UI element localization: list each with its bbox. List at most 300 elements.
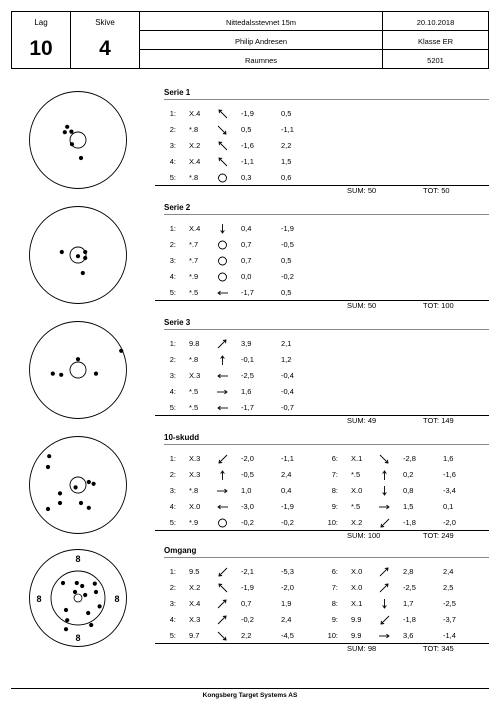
shot-direction: [217, 518, 228, 528]
shot-row: [164, 124, 314, 136]
shooter-class: Klasse ER: [417, 37, 453, 46]
shot-mark: [86, 611, 90, 615]
arrow-up-left-icon: [217, 583, 228, 593]
shot-number: 4:: [169, 157, 176, 166]
shot-x: -2,1: [241, 567, 254, 576]
series-total: TOT: 100: [423, 301, 454, 310]
shot-number: 9:: [331, 502, 338, 511]
shot-value: X.4: [189, 599, 201, 608]
shot-row: [326, 469, 476, 481]
shot-row: [164, 271, 314, 283]
shot-value: X.1: [351, 599, 363, 608]
shot-value: X.2: [189, 141, 201, 150]
shot-value: *.8: [189, 125, 199, 134]
shot-row: [164, 469, 314, 481]
arrow-down-left-icon: [217, 454, 228, 464]
shot-x: -0,1: [241, 355, 254, 364]
shot-number: 6:: [331, 567, 338, 576]
shot-row: [326, 485, 476, 497]
section-title: 10-skudd: [164, 433, 200, 442]
lag-label: Lag: [34, 18, 48, 28]
shot-x: 0,0: [241, 272, 252, 281]
shot-y: -3,7: [443, 615, 456, 624]
section-title: Omgang: [164, 546, 197, 555]
shot-number: 10:: [327, 518, 338, 527]
shot-direction: [217, 355, 228, 365]
series-total: TOT: 345: [423, 644, 454, 653]
shot-x: -2,5: [403, 583, 416, 592]
shot-y: -2,5: [443, 599, 456, 608]
shot-number: 2:: [169, 355, 176, 364]
shot-value: X.3: [189, 470, 201, 479]
shot-mark: [92, 482, 96, 486]
shot-direction: [217, 109, 228, 119]
shot-mark: [64, 627, 68, 631]
shot-value: 9.9: [351, 615, 362, 624]
shot-mark: [87, 506, 91, 510]
shot-y: -0,5: [281, 240, 294, 249]
arrow-up-right-icon: [217, 599, 228, 609]
shot-value: *.9: [189, 272, 199, 281]
shot-value: X.0: [351, 567, 363, 576]
shot-number: 3:: [169, 599, 176, 608]
series-sum: SUM: 100: [347, 531, 381, 540]
shot-mark: [64, 608, 68, 612]
event-name: Nittedalsstevnet 15m: [225, 18, 297, 27]
arrow-up-right-icon: [217, 615, 228, 625]
shot-row: [164, 140, 314, 152]
target-diagram: [28, 435, 128, 535]
shot-direction: [217, 403, 228, 413]
shot-direction: [379, 486, 390, 496]
shot-mark: [80, 584, 84, 588]
shot-number: 4:: [169, 272, 176, 281]
arrow-left-icon: [217, 371, 228, 381]
shot-y: 1,5: [281, 157, 292, 166]
shot-number: 3:: [169, 256, 176, 265]
shot-number: 7:: [331, 583, 338, 592]
shot-value: *.7: [189, 256, 199, 265]
shot-row: [326, 501, 476, 513]
shot-y: 0,4: [281, 486, 292, 495]
shot-x: 3,9: [241, 339, 252, 348]
shot-number: 6:: [331, 454, 338, 463]
shot-number: 1:: [169, 567, 176, 576]
shot-direction: [217, 173, 228, 183]
shot-direction: [217, 125, 228, 135]
shot-mark: [60, 250, 64, 254]
shot-y: 2,5: [443, 583, 454, 592]
shot-direction: [217, 371, 228, 381]
shot-mark: [119, 349, 123, 353]
shot-x: -0,2: [241, 615, 254, 624]
shot-mark: [69, 130, 73, 134]
shot-mark: [46, 465, 50, 469]
shot-y: 2,4: [281, 615, 292, 624]
shot-row: [326, 630, 476, 642]
shot-row: [164, 354, 314, 366]
shot-mark: [79, 156, 83, 160]
target-diagram: [28, 548, 128, 648]
shot-direction: [217, 240, 228, 250]
shot-mark: [94, 372, 98, 376]
shot-value: *.5: [351, 470, 361, 479]
shot-row: [164, 566, 314, 578]
arrow-up-left-icon: [217, 141, 228, 151]
shot-y: -1,1: [281, 125, 294, 134]
section-title: Serie 2: [164, 203, 191, 212]
arrow-up-left-icon: [217, 109, 228, 119]
shot-mark: [58, 491, 62, 495]
shot-x: -0,2: [241, 518, 254, 527]
arrow-up-right-icon: [379, 567, 390, 577]
shot-mark: [74, 485, 78, 489]
shot-number: 2:: [169, 240, 176, 249]
skive-value: 4: [99, 37, 111, 61]
footer-divider: [11, 688, 489, 689]
arrow-down-right-icon: [379, 454, 390, 464]
shot-row: [164, 287, 314, 299]
shot-row: [326, 566, 476, 578]
shot-number: 3:: [169, 371, 176, 380]
shot-mark: [47, 454, 51, 458]
shot-number: 4:: [169, 615, 176, 624]
shot-row: [326, 598, 476, 610]
shot-mark: [58, 501, 62, 505]
shot-direction: [217, 387, 228, 397]
shot-row: [164, 255, 314, 267]
shot-x: -1,6: [241, 141, 254, 150]
ring-label: 8: [75, 554, 81, 564]
shot-row: [164, 485, 314, 497]
shot-row: [164, 172, 314, 184]
shot-direction: [379, 567, 390, 577]
shot-x: 0,7: [241, 240, 252, 249]
section-underline: [164, 99, 489, 100]
shot-mark: [83, 256, 87, 260]
shot-row: [164, 108, 314, 120]
series-sum: SUM: 50: [347, 301, 377, 310]
arrow-right-icon: [217, 387, 228, 397]
arrow-up-right-icon: [379, 583, 390, 593]
ring-label: 8: [36, 594, 42, 604]
shot-number: 1:: [169, 339, 176, 348]
shot-x: 0,7: [241, 599, 252, 608]
shot-value: X.1: [351, 454, 363, 463]
footer-text: Kongsberg Target Systems AS: [202, 692, 298, 699]
shot-value: *.9: [189, 518, 199, 527]
shot-value: 9.7: [189, 631, 200, 640]
shot-row: [164, 402, 314, 414]
lag-value-cell: [12, 31, 71, 69]
arrow-down-left-icon: [379, 615, 390, 625]
center-circle-icon: [217, 240, 228, 250]
shot-direction: [379, 583, 390, 593]
shot-y: 2,4: [443, 567, 454, 576]
shot-row: [326, 614, 476, 626]
arrow-right-icon: [379, 631, 390, 641]
shot-row: [164, 370, 314, 382]
shot-row: [164, 239, 314, 251]
center-circle-icon: [217, 173, 228, 183]
shot-row: [164, 453, 314, 465]
arrow-up-icon: [217, 470, 228, 480]
arrow-down-left-icon: [217, 567, 228, 577]
shot-row: [164, 598, 314, 610]
shot-y: -1,6: [443, 470, 456, 479]
shot-value: X.2: [189, 583, 201, 592]
shot-mark: [70, 142, 74, 146]
arrow-right-icon: [379, 502, 390, 512]
shot-row: [164, 614, 314, 626]
shot-number: 5:: [169, 288, 176, 297]
series-sum: SUM: 50: [347, 186, 377, 195]
shot-x: 0,2: [403, 470, 414, 479]
arrow-down-right-icon: [217, 631, 228, 641]
shot-mark: [65, 618, 69, 622]
shot-value: 9.8: [189, 339, 200, 348]
section-title: Serie 1: [164, 88, 191, 97]
shot-x: -1,7: [241, 403, 254, 412]
shot-y: -0,4: [281, 371, 294, 380]
shot-y: 1,2: [281, 355, 292, 364]
club-cell: [140, 50, 383, 69]
shot-number: 4:: [169, 502, 176, 511]
section-underline: [164, 329, 489, 330]
arrow-left-icon: [217, 502, 228, 512]
shot-number: 8:: [331, 486, 338, 495]
date-cell: [383, 12, 489, 31]
shot-mark: [79, 501, 83, 505]
shot-number: 3:: [169, 486, 176, 495]
shot-x: -0,5: [241, 470, 254, 479]
skive-label-cell: [71, 12, 140, 31]
center-circle-icon: [217, 256, 228, 266]
shot-y: -5,3: [281, 567, 294, 576]
shot-row: [326, 517, 476, 529]
shot-mark: [98, 604, 102, 608]
shot-value: X.0: [351, 583, 363, 592]
shot-direction: [217, 583, 228, 593]
shot-value: X.4: [189, 157, 201, 166]
shot-y: 2,1: [281, 339, 292, 348]
shot-value: X.3: [189, 371, 201, 380]
shot-x: -3,0: [241, 502, 254, 511]
shot-number: 1:: [169, 454, 176, 463]
shot-mark: [46, 507, 50, 511]
shot-row: [164, 338, 314, 350]
shot-mark: [75, 581, 79, 585]
shot-direction: [217, 599, 228, 609]
event-date: 20.10.2018: [416, 18, 455, 27]
shot-mark: [76, 357, 80, 361]
shot-y: 0,6: [281, 173, 292, 182]
shot-value: X.3: [189, 454, 201, 463]
shot-direction: [379, 631, 390, 641]
shot-mark: [87, 480, 91, 484]
shot-number: 2:: [169, 470, 176, 479]
shot-direction: [217, 272, 228, 282]
skive-label: Skive: [95, 18, 115, 28]
ring-label: 8: [75, 633, 81, 643]
shot-value: *.5: [351, 502, 361, 511]
shot-y: 0,5: [281, 288, 292, 297]
shot-number: 5:: [169, 631, 176, 640]
shot-y: 1,9: [281, 599, 292, 608]
shot-direction: [217, 470, 228, 480]
shot-x: 3,6: [403, 631, 414, 640]
shot-direction: [217, 288, 228, 298]
shot-direction: [379, 454, 390, 464]
series-sum: SUM: 98: [347, 644, 377, 653]
shot-x: 1,7: [403, 599, 414, 608]
shot-number: 9:: [331, 615, 338, 624]
shot-direction: [379, 470, 390, 480]
section-underline: [164, 444, 489, 445]
event-cell: [140, 12, 383, 31]
lag-value: 10: [29, 37, 53, 61]
shot-direction: [379, 502, 390, 512]
arrow-up-icon: [379, 470, 390, 480]
club-name: Raumnes: [244, 56, 278, 65]
arrow-down-right-icon: [217, 125, 228, 135]
shooter-cell: [140, 31, 383, 50]
shot-y: -1,4: [443, 631, 456, 640]
shot-y: -0,7: [281, 403, 294, 412]
shot-mark: [65, 125, 69, 129]
arrow-right-icon: [217, 486, 228, 496]
shot-x: 1,5: [403, 502, 414, 511]
shot-direction: [217, 567, 228, 577]
shot-direction: [217, 615, 228, 625]
shot-mark: [81, 271, 85, 275]
shot-value: X.3: [189, 615, 201, 624]
shot-x: 0,8: [403, 486, 414, 495]
shot-row: [326, 453, 476, 465]
section-underline: [164, 557, 489, 558]
shot-row: [164, 630, 314, 642]
shot-value: *.7: [189, 240, 199, 249]
shot-x: -1,7: [241, 288, 254, 297]
shot-value: *.5: [189, 288, 199, 297]
shot-mark: [63, 130, 67, 134]
shot-direction: [217, 339, 228, 349]
arrow-up-left-icon: [217, 157, 228, 167]
shot-row: [164, 223, 314, 235]
shot-row: [164, 386, 314, 398]
arrow-left-icon: [217, 288, 228, 298]
shot-number: 1:: [169, 109, 176, 118]
skive-value-cell: [71, 31, 140, 69]
shooter-name: Philip Andresen: [234, 37, 288, 46]
shot-row: [164, 582, 314, 594]
arrow-down-icon: [379, 486, 390, 496]
shot-y: -3,4: [443, 486, 456, 495]
shot-x: 0,3: [241, 173, 252, 182]
shot-direction: [217, 157, 228, 167]
shot-x: -1,9: [241, 109, 254, 118]
shot-mark: [76, 254, 80, 258]
shot-number: 3:: [169, 141, 176, 150]
shot-x: -1,9: [241, 583, 254, 592]
shot-direction: [217, 502, 228, 512]
shot-y: -0,2: [281, 518, 294, 527]
header-table: [11, 11, 489, 69]
shot-direction: [217, 256, 228, 266]
series-sum: SUM: 49: [347, 416, 377, 425]
shot-value: X.4: [189, 224, 201, 233]
shot-direction: [379, 599, 390, 609]
arrow-up-right-icon: [217, 339, 228, 349]
shot-number: 10:: [327, 631, 338, 640]
arrow-up-icon: [217, 355, 228, 365]
shot-x: 1,0: [241, 486, 252, 495]
target-diagram: [28, 205, 128, 305]
shot-y: -0,2: [281, 272, 294, 281]
shot-direction: [217, 486, 228, 496]
shot-x: 2,8: [403, 567, 414, 576]
shot-direction: [379, 518, 390, 528]
shot-x: -2,5: [241, 371, 254, 380]
shot-mark: [61, 581, 65, 585]
shot-number: 5:: [169, 518, 176, 527]
target-diagram: [28, 90, 128, 190]
series-total: TOT: 50: [423, 186, 450, 195]
shot-number: 7:: [331, 470, 338, 479]
shot-value: *.5: [189, 403, 199, 412]
shot-number: 5:: [169, 403, 176, 412]
shot-number: 1:: [169, 224, 176, 233]
shot-mark: [89, 623, 93, 627]
series-total: TOT: 149: [423, 416, 454, 425]
shot-y: -1,9: [281, 502, 294, 511]
arrow-down-left-icon: [379, 518, 390, 528]
shot-y: -1,1: [281, 454, 294, 463]
shot-row: [326, 582, 476, 594]
shot-direction: [217, 631, 228, 641]
shot-y: 2,2: [281, 141, 292, 150]
shot-y: -0,4: [281, 387, 294, 396]
shot-y: 1,6: [443, 454, 454, 463]
shot-mark: [51, 372, 55, 376]
shot-value: X.0: [351, 486, 363, 495]
shot-number: 2:: [169, 583, 176, 592]
arrow-down-icon: [217, 224, 228, 234]
shot-x: -1,8: [403, 615, 416, 624]
shot-value: X.4: [189, 109, 201, 118]
shot-y: -2,0: [281, 583, 294, 592]
shot-direction: [217, 224, 228, 234]
shot-y: -2,0: [443, 518, 456, 527]
shot-value: X.0: [189, 502, 201, 511]
shot-direction: [379, 615, 390, 625]
shot-x: -1,1: [241, 157, 254, 166]
shot-mark: [93, 582, 97, 586]
shot-value: *.8: [189, 355, 199, 364]
shot-x: 2,2: [241, 631, 252, 640]
shot-x: -1,8: [403, 518, 416, 527]
shot-number: 2:: [169, 125, 176, 134]
shot-x: 0,4: [241, 224, 252, 233]
section-title: Serie 3: [164, 318, 191, 327]
shot-x: -2,8: [403, 454, 416, 463]
class-cell: [383, 31, 489, 50]
shot-mark: [59, 373, 63, 377]
shot-y: 0,5: [281, 109, 292, 118]
shot-y: 2,4: [281, 470, 292, 479]
shot-x: 0,7: [241, 256, 252, 265]
shot-mark: [73, 590, 77, 594]
